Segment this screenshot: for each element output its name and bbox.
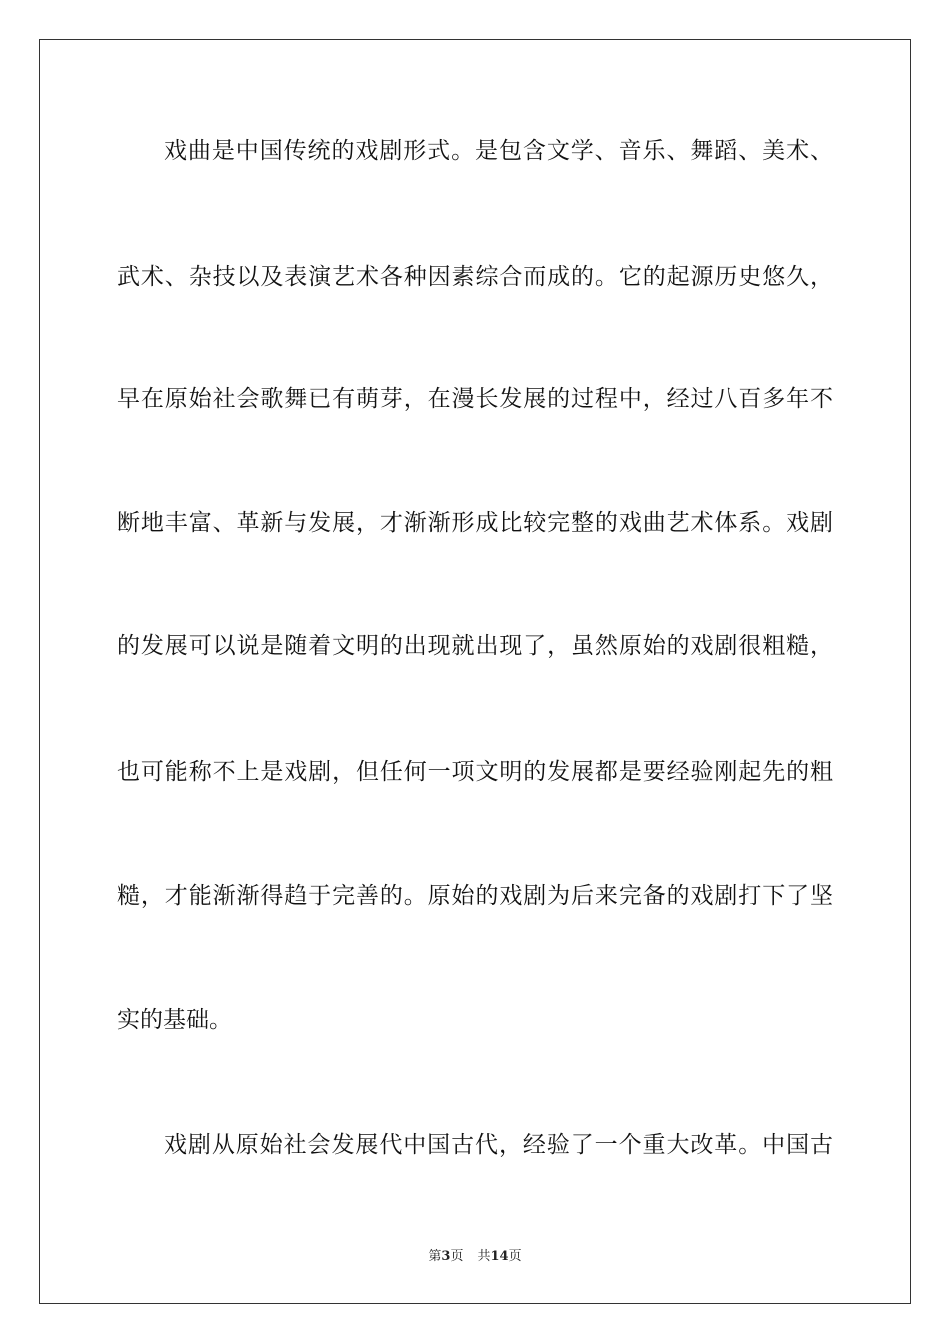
paragraph-1-line-3: 早在原始社会歌舞已有萌芽，在漫长发展的过程中，经过八百多年不 — [117, 386, 833, 412]
paragraph-1-line-2: 武术、杂技以及表演艺术各种因素综合而成的。它的起源历史悠久， — [117, 264, 833, 290]
paragraph-2-line-1: 戏剧从原始社会发展代中国古代，经验了一个重大改革。中国古 — [164, 1132, 833, 1158]
paragraph-1-line-8: 实的基础。 — [117, 1007, 232, 1033]
footer-total-prefix: 共 — [477, 1249, 491, 1264]
footer-total-pages: 14 — [490, 1249, 509, 1264]
page-border — [39, 39, 911, 1304]
paragraph-1-line-7: 糙，才能渐渐得趋于完善的。原始的戏剧为后来完备的戏剧打下了坚 — [117, 883, 833, 909]
footer-total-suffix: 页 — [508, 1249, 522, 1264]
paragraph-1-line-4: 断地丰富、革新与发展，才渐渐形成比较完整的戏曲艺术体系。戏剧 — [117, 510, 833, 536]
paragraph-1-line-6: 也可能称不上是戏剧，但任何一项文明的发展都是要经验刚起先的粗 — [117, 759, 833, 785]
footer-page-prefix: 第 — [428, 1249, 442, 1264]
paragraph-1-line-5: 的发展可以说是随着文明的出现就出现了，虽然原始的戏剧很粗糙， — [117, 633, 833, 659]
page-footer — [0, 1248, 950, 1266]
paragraph-1-line-1: 戏曲是中国传统的戏剧形式。是包含文学、音乐、舞蹈、美术、 — [164, 138, 833, 164]
footer-page-suffix: 页 — [450, 1249, 464, 1264]
footer-page-number: 3 — [441, 1249, 451, 1264]
